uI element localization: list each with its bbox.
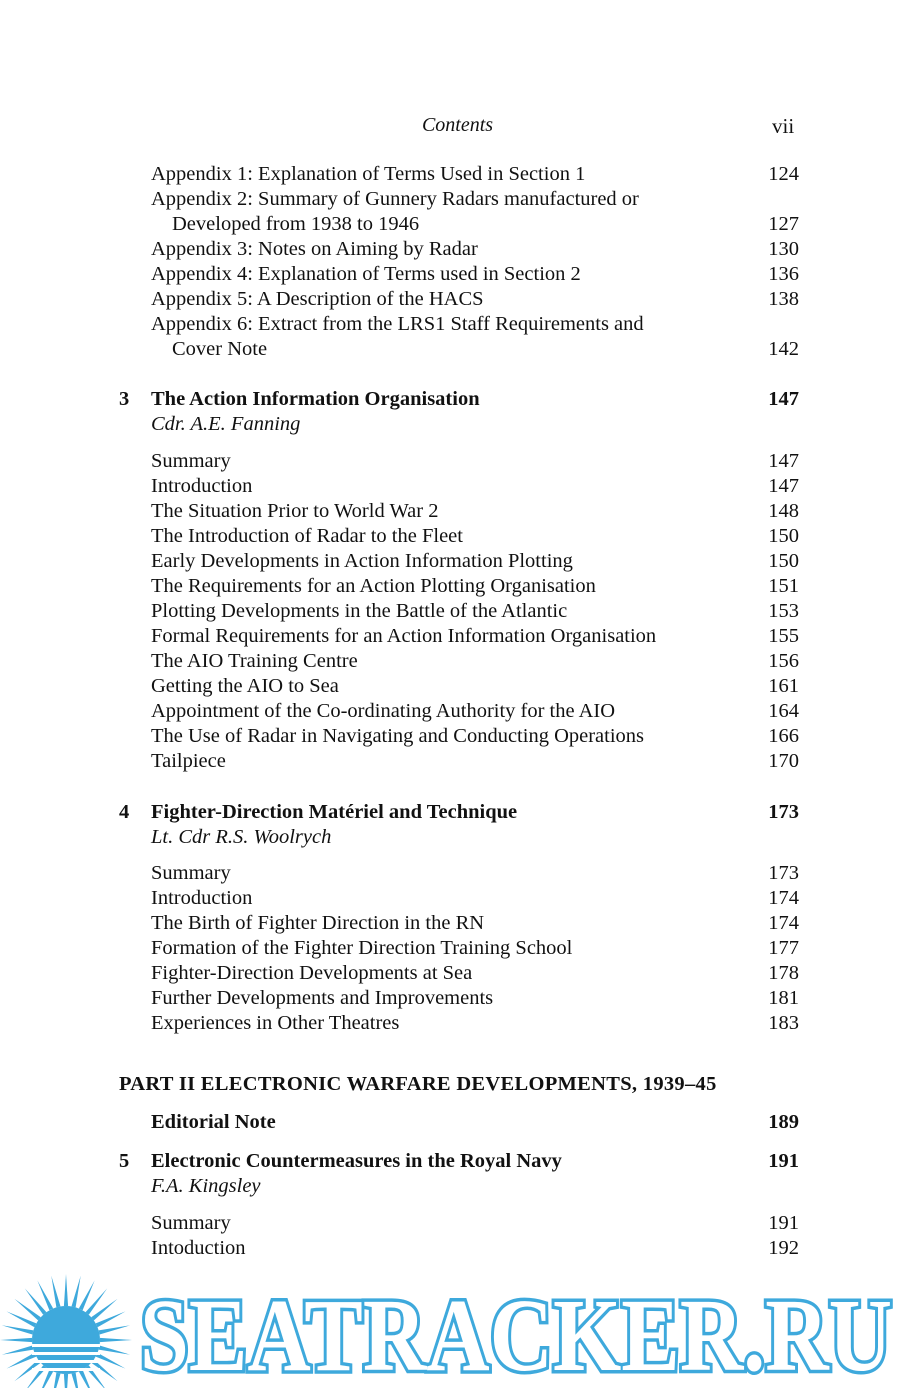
sun-ray xyxy=(72,1373,81,1388)
sun-stripe xyxy=(32,1344,100,1347)
toc-entry: Summary xyxy=(151,450,231,472)
sun-stripe xyxy=(32,1360,100,1363)
sun-ray xyxy=(51,1373,60,1388)
chapter-number: 3 xyxy=(119,388,130,410)
toc-entry: Appendix 6: Extract from the LRS1 Staff Requirements and Cover Note xyxy=(151,313,644,360)
toc-page: 173 xyxy=(768,862,799,884)
toc-page: 147 xyxy=(768,450,799,472)
sun-ray xyxy=(99,1325,131,1334)
toc-page: 142 xyxy=(768,338,799,360)
sun-ray xyxy=(2,1346,34,1355)
chapter-number: 4 xyxy=(119,801,130,823)
sun-disc xyxy=(32,1306,100,1374)
toc-entry: Appendix 1: Explanation of Terms Used in Section 1 xyxy=(151,163,586,185)
sun-ray xyxy=(72,1276,81,1308)
toc-entry: Intoduction xyxy=(151,1237,246,1259)
toc-page: 147 xyxy=(768,475,799,497)
toc-entry: Fighter-Direction Developments at Sea xyxy=(151,962,473,984)
sun-ray xyxy=(0,1338,32,1342)
toc-entry: Plotting Developments in the Battle of the Atlantic xyxy=(151,600,568,622)
sun-ray xyxy=(51,1276,60,1308)
chapter-page: 147 xyxy=(768,388,799,410)
watermark-text: SEATRACKER.RU xyxy=(140,1278,892,1388)
toc-page: 170 xyxy=(768,750,799,772)
toc-entry: The Situation Prior to World War 2 xyxy=(151,500,439,522)
toc-page: 183 xyxy=(768,1012,799,1034)
toc-entry: The AIO Training Centre xyxy=(151,650,358,672)
editorial-page: 189 xyxy=(768,1111,799,1133)
toc-entry: Appendix 4: Explanation of Terms used in Section 2 xyxy=(151,263,581,285)
sun-ray xyxy=(64,1274,68,1306)
toc-page: 150 xyxy=(768,550,799,572)
toc-page: 155 xyxy=(768,625,799,647)
toc-page: 138 xyxy=(768,288,799,310)
part-heading: PART II ELECTRONIC WARFARE DEVELOPMENTS, 1939–45 xyxy=(119,1073,717,1095)
editorial-title: Editorial Note xyxy=(151,1111,276,1133)
watermark xyxy=(0,1262,915,1388)
toc-page: 130 xyxy=(768,238,799,260)
toc-entry: Early Developments in Action Information Plotting xyxy=(151,550,573,572)
toc-entry: Formation of the Fighter Direction Training School xyxy=(151,937,573,959)
toc-entry: Appointment of the Co-ordinating Authority for the AIO xyxy=(151,700,616,722)
toc-entry: The Requirements for an Action Plotting Organisation xyxy=(151,575,596,597)
toc-page: 127 xyxy=(768,213,799,235)
toc-page: 192 xyxy=(768,1237,799,1259)
toc-page: 136 xyxy=(768,263,799,285)
chapter-page: 173 xyxy=(768,801,799,823)
toc-page: 124 xyxy=(768,163,799,185)
toc-entry: Summary xyxy=(151,1212,231,1234)
sun-stripe xyxy=(32,1352,100,1355)
toc-page: 151 xyxy=(768,575,799,597)
chapter-title: Fighter-Direction Matériel and Technique xyxy=(151,801,518,823)
toc-page: 174 xyxy=(768,912,799,934)
chapter-author: F.A. Kingsley xyxy=(151,1175,261,1197)
toc-entry: Introduction xyxy=(151,887,253,909)
toc-page: 174 xyxy=(768,887,799,909)
sun-icon xyxy=(0,1274,132,1388)
toc-page: 161 xyxy=(768,675,799,697)
toc-entry: Experiences in Other Theatres xyxy=(151,1012,400,1034)
toc-page: 181 xyxy=(768,987,799,1009)
toc-page: 166 xyxy=(768,725,799,747)
toc-entry: Getting the AIO to Sea xyxy=(151,675,339,697)
toc-page: 178 xyxy=(768,962,799,984)
chapter-page: 191 xyxy=(768,1150,799,1172)
sun-ray xyxy=(64,1374,68,1388)
toc-page: 191 xyxy=(768,1212,799,1234)
chapter-title: The Action Information Organisation xyxy=(151,388,480,410)
sun-ray xyxy=(100,1338,132,1342)
page-number: vii xyxy=(772,114,795,138)
toc-entry: The Birth of Fighter Direction in the RN xyxy=(151,912,485,934)
watermark-graphic xyxy=(0,1262,915,1388)
toc-page: 153 xyxy=(768,600,799,622)
chapter-author: Cdr. A.E. Fanning xyxy=(151,413,301,435)
toc-entry: Introduction xyxy=(151,475,253,497)
toc-entry: Appendix 3: Notes on Aiming by Radar xyxy=(151,238,478,260)
chapter-title: Electronic Countermeasures in the Royal Navy xyxy=(151,1150,562,1172)
toc-page: 177 xyxy=(768,937,799,959)
toc-entry: The Use of Radar in Navigating and Conducting Operations xyxy=(151,725,645,747)
toc-entry: Appendix 2: Summary of Gunnery Radars manufactured or Developed from 1938 to 1946 xyxy=(151,188,639,235)
chapter-number: 5 xyxy=(119,1150,130,1172)
sun-ray xyxy=(2,1325,34,1334)
toc-entry: Summary xyxy=(151,862,231,884)
toc-page: 156 xyxy=(768,650,799,672)
chapter-author: Lt. Cdr R.S. Woolrych xyxy=(151,826,332,848)
toc-entry: The Introduction of Radar to the Fleet xyxy=(151,525,463,547)
sun-stripe xyxy=(32,1368,100,1371)
toc-page: 164 xyxy=(768,700,799,722)
toc-entry: Tailpiece xyxy=(151,750,226,772)
sun-ray xyxy=(99,1346,131,1355)
toc-page: 148 xyxy=(768,500,799,522)
toc-page: 150 xyxy=(768,525,799,547)
running-title: Contents xyxy=(421,114,494,136)
toc-entry: Formal Requirements for an Action Information Organisation xyxy=(151,625,657,647)
toc-entry: Appendix 5: A Description of the HACS xyxy=(151,288,484,310)
toc-entry: Further Developments and Improvements xyxy=(151,987,494,1009)
